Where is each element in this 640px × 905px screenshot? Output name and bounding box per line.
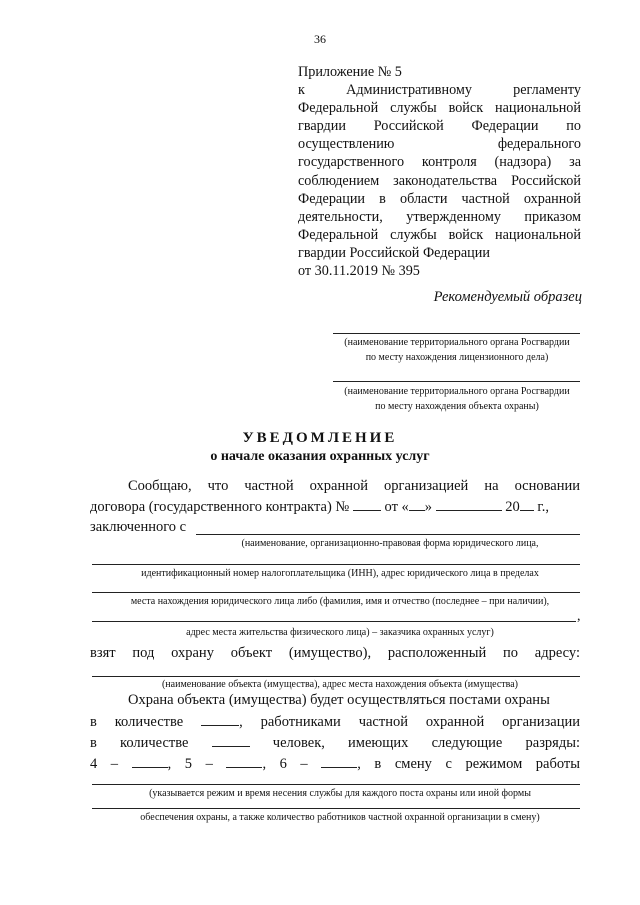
month-blank [436,498,502,511]
customer-fill-line [196,534,580,535]
appendix-line: к Административному регламенту [298,82,581,99]
body-text: г., [537,499,549,515]
customer-fill-line [92,592,580,593]
addressee-caption: по месту нахождения лицензионного дела) [365,352,549,363]
appendix-line: государственного контроля (надзора) за [298,154,581,171]
customer-fill-line [92,564,580,565]
body-text-line [90,645,580,662]
posts-count-blank [201,713,239,726]
workers-count-blank [212,734,250,747]
appendix-line: от 30.11.2019 № 395 [298,263,420,280]
appendix-line: Федеральной службы войск национальной [298,226,581,243]
body-text: в количестве [90,714,184,730]
body-text: в количестве [90,735,189,751]
body-text: , 5 – [167,756,213,772]
body-text: , работниками частной охранной организации [239,714,580,730]
appendix-line: Федерации в области частной охранной [298,190,581,207]
appendix-line: гвардии Российской Федерации [298,244,490,261]
body-text: , в смену с режимом работы [357,756,581,772]
day-blank [409,498,425,511]
posts-line [90,713,580,731]
line-end-comma: , [577,609,581,624]
addressee-fill-line [333,381,580,382]
body-text: заключенного с [90,519,187,535]
field-caption: идентификационный номер налогоплательщика (ИНН), адрес юридического лица в пределах [141,568,539,579]
body-text-line [90,478,580,495]
appendix-line: гвардии Российской Федерации по [298,118,581,135]
appendix-line: Приложение № 5 [298,64,402,80]
addressee-caption: (наименование территориального органа Росгвардии [344,337,570,348]
body-text: Сообщаю, что частной охранной организацией на основании [128,478,580,494]
field-caption: (наименование, организационно-правовая форма юридического лица, [241,538,539,549]
body-text: человек, имеющих следующие разряды: [272,735,580,751]
grade-6-blank [321,755,357,768]
appendix-line: осуществлению федерального [298,136,581,153]
document-subtitle: о начале оказания охранных услуг [210,449,430,464]
workers-line [90,734,580,752]
body-text: от « [384,499,409,515]
year-blank [520,498,534,511]
customer-fill-line [92,621,576,622]
body-text: взят под охрану объект (имущество), расположенный по адресу: [90,645,580,661]
appendix-line: Федеральной службы войск национальной [298,100,581,117]
grade-4-blank [132,755,168,768]
body-text-line [90,692,580,709]
mode-fill-line [92,808,580,809]
body-text: Охрана объекта (имущества) будет осуществляться постами охраны [128,692,550,708]
body-text: » [424,499,433,515]
contract-line [90,498,580,516]
page-number: 36 [314,32,326,46]
appendix-line: деятельности, утвержденному приказом [298,208,581,225]
recommended-sample-label: Рекомендуемый образец [433,289,582,305]
grades-line [90,755,580,773]
field-caption: (указывается режим и время несения службы для каждого поста охраны или иной формы [149,788,531,799]
document-title: УВЕДОМЛЕНИЕ [242,430,398,446]
grade-5-blank [226,755,262,768]
field-caption: (наименование объекта (имущества), адрес места нахождения объекта (имущества) [161,679,519,690]
field-caption: места нахождения юридического лица либо (фамилия, имя и отчество (последнее – при наличии), [130,596,550,607]
addressee-fill-line [333,333,580,334]
mode-fill-line [92,784,580,785]
contract-number-blank [353,498,381,511]
appendix-block [298,63,581,280]
addressee-caption: по месту нахождения объекта охраны) [375,401,539,412]
appendix-line: соблюдением законодательства Российской [298,172,581,189]
body-text: 20 [505,499,520,515]
field-caption: обеспечения охраны, а также количество работников частной охранной организации в смену) [140,812,540,823]
field-caption: адрес места жительства физического лица) – заказчика охранных услуг) [186,627,494,638]
body-text: договора (государственного контракта) № [90,499,350,515]
body-text: , 6 – [262,756,308,772]
body-text: 4 – [90,756,119,772]
addressee-caption: (наименование территориального органа Росгвардии [344,386,570,397]
